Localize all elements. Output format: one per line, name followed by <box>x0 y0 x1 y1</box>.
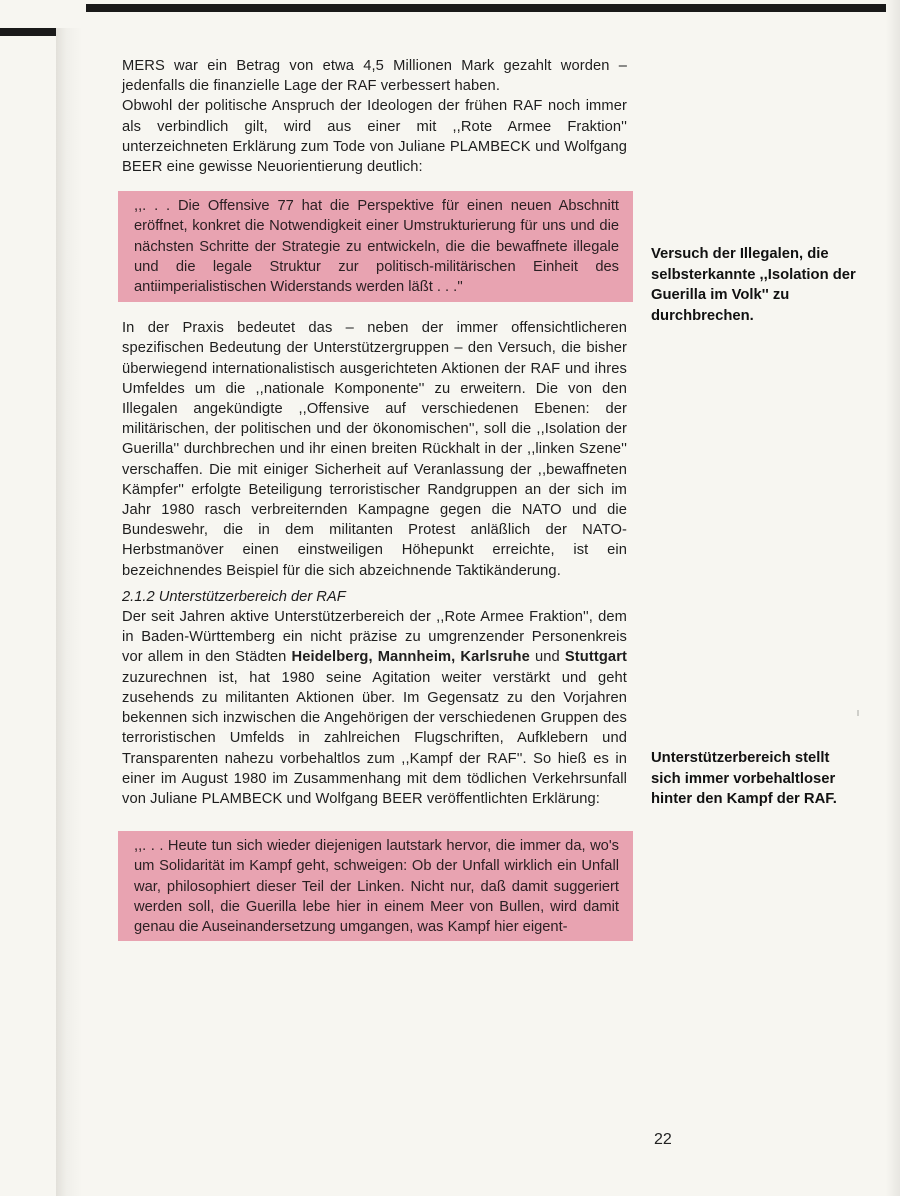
paragraph-text-end: zuzurechnen ist, hat 1980 seine Agitation weiter verstärkt und geht zusehends zu militanten Aktionen über. Im Gegensatz zu den Vorjahren bekennen sich inzwischen die Angehörigen der verschiedenen Gruppen des terroristischen Umfelds in zahlreichen Flugschriften, Aufklebern und Transparenten nahezu vorbehaltlos zum ,,Kampf der RAF''. So hieß es in einer im August 1980 im Zusammenhang mit dem tödlichen Verkehrsunfall von Juliane PLAMBECK und Wolfgang BEER veröffentlichten Erklärung: <box>122 669 627 807</box>
page-right-edge <box>886 0 900 1196</box>
page-left-edge <box>56 28 82 1196</box>
highlighted-quote-solidaritaet: ,,. . . Heute tun sich wieder diejenigen lautstark hervor, die immer da, wo's um Solidarität im Kampf geht, schweigen: Ob der Unfall wirklich ein Unfall war, philosophiert dieser Teil der Linken. Nicht nur, daß damit suggeriert werden soll, die Guerilla lebe hier in einem Meer von Bullen, wird damit genau die Auseinandersetzung umgangen, was Kampf hier eigent- <box>118 831 633 941</box>
margin-note-unterstuetzer: Unterstützerbereich stellt sich immer vorbehaltloser hinter den Kampf der RAF. <box>651 750 837 807</box>
paragraph-unterstuetzerbereich <box>122 607 627 809</box>
page-number: 22 <box>654 1131 672 1148</box>
scan-speck <box>857 710 859 716</box>
top-rule <box>86 4 900 12</box>
bold-cities: Heidelberg, Mannheim, Karlsruhe <box>291 649 530 666</box>
paragraph-text-start: Der seit Jahren aktive Unterstützerbereich der ,,Rote Armee Fraktion'', dem in Baden-Württemberg ein nicht präzise zu umgrenzender Personenkreis vor allem in den Städten <box>122 609 627 666</box>
intro-paragraph: MERS war ein Betrag von etwa 4,5 Millionen Mark gezahlt worden – jedenfalls die finanzielle Lage der RAF verbessert haben. <box>122 58 627 95</box>
main-text-column <box>122 56 627 941</box>
paragraph-text-und: und <box>529 649 565 666</box>
section-heading: 2.1.2 Unterstützerbereich der RAF <box>122 588 346 605</box>
highlighted-quote-offensive: ,,. . . Die Offensive 77 hat die Perspektive für einen neuen Abschnitt eröffnet, konkret die Notwendigkeit einer Umstrukturierung für uns und die nächsten Schritte der Strategie zu entwickeln, die die bewaffnete illegale und die legale Struktur zur politisch-militärischen Einheit des antiimperialistischen Widerstands werden läßt . . .'' <box>118 191 633 302</box>
paragraph-neuorientierung: Obwohl der politische Anspruch der Ideologen der frühen RAF noch immer als verbindlich gilt, wird aus einer mit ,,Rote Armee Fraktion'' unterzeichneten Erklärung zum Tode von Juliane PLAMBECK und Wolfgang BEER eine gewisse Neuorientierung deutlich: <box>122 98 627 176</box>
margin-note-isolation: Versuch der Illegalen, die selbsterkannte ,,Isolation der Guerilla im Volk'' zu durchbrechen. <box>651 246 856 324</box>
bold-stuttgart: Stuttgart <box>564 649 627 666</box>
corner-mark <box>0 28 62 36</box>
paragraph-praxis: In der Praxis bedeutet das – neben der immer offensichtlicheren spezifischen Bedeutung der Unterstützergruppen – den Versuch, die bisher überwiegend internationalistisch ausgerichteten Aktionen der RAF und ihres Umfeldes um die ,,nationale Komponente'' zu erweitern. Die von den Illegalen angekündigte ,,Offensive auf verschiedenen Ebenen: der militärischen, der politischen und der ökonomischen'', soll die ,,Isolation der Guerilla'' durchbrechen und ihr einen breiten Rückhalt in der ,,linken Szene'' verschaffen. Die mit einiger Sicherheit auf Veranlassung der ,,bewaffneten Kämpfer'' erfolgte Beteiligung terroristischer Randgruppen an der sich im Jahr 1980 rasch verbreiternden Kampagne gegen die NATO und die Bundeswehr, die in dem militanten Protest anläßlich der NATO-Herbstmanöver einen einstweiligen Höhepunkt erreichte, ist ein bezeichnendes Beispiel für die sich abzeichnende Taktikänderung. <box>122 320 627 579</box>
